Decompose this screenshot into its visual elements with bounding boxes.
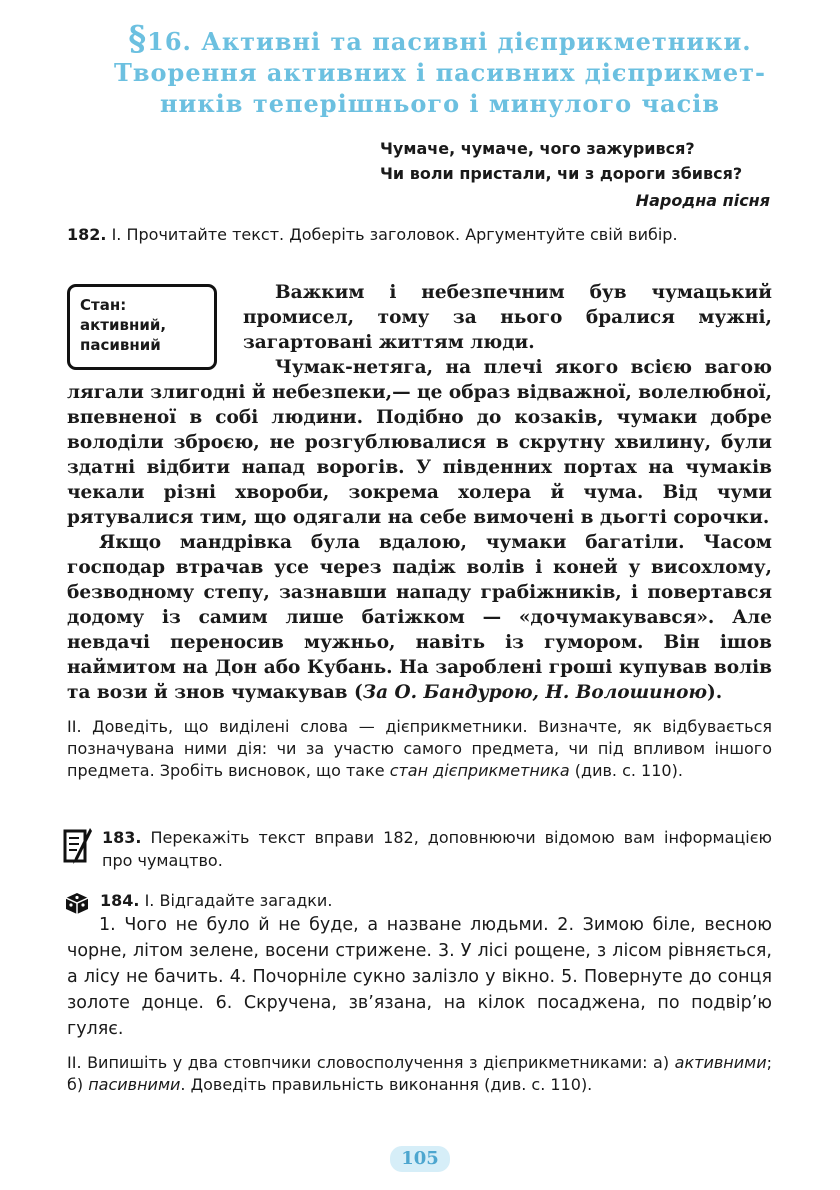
paragraph-3-part3: , безводному степу, зазнавши нападу грабіжників, і повертався додому із самим лише батіжком — «дочумакувався». Але невдачі переносив мужньо, навіть із гумором. Він ішов наймитом на Дон або Кубань. На — [67, 557, 772, 678]
exercise-182-number: 182. — [67, 225, 107, 244]
paragraph-3-part1: Якщо мандрівка була вдалою, чумаки багатіли. Часом господар втрачав усе через падіж волів і коней у — [67, 532, 772, 578]
section-sign: § — [128, 19, 148, 59]
exercise-182-text — [67, 280, 772, 705]
paragraph-2-part3: в дьогті сорочки. — [574, 507, 770, 528]
exercise-184-number: 184. — [100, 891, 140, 910]
paragraph-2-part1: Чумак-нетяга, на плечі якого всією вагою лягали злигодні й небезпеки,— це образ відважної, волелюбної, впевненої в собі людини. Подібно до козаків, чумаки добре володіли зброєю, не розгублювалися в скрутну хвилину, були здатні відбити напад ворогів. У південних портах на чумаків чекали різні хвороби, зокрема холера й чума. Від чуми рятувалися тим, що одягали на себе — [67, 357, 772, 528]
section-title — [80, 19, 800, 119]
exercise-183-number: 183. — [102, 828, 142, 847]
highlight-word-vysokhlomu: висохлому — [651, 557, 766, 578]
highlight-word-zarobleni: зароблені — [435, 657, 543, 678]
exercise-183-task — [102, 826, 772, 872]
paragraph-3-part5: гроші купував волів та вози й знов чумакував ( — [67, 657, 772, 703]
exercise-182-task — [67, 224, 772, 246]
riddles-paragraph: 1. Чого не було й не буде, а назване людьми. 2. Зимою біле, весною чорне, літом зелене, восени стрижене. 3. У лісі рощене, з лісом рівняється, а лісу не бачить. 4. Почорніле сукно залізло у вікно. 5. Повернуте до сонця золоте донце. 6. Скручена, зв’язана, на кілок посаджена, по подвір’ю гуляє. — [67, 915, 772, 1039]
section-title-line2: Творення активних і пасивних дієприкмет- — [114, 58, 766, 87]
exercise-184-task2 — [67, 1052, 772, 1096]
paragraph-2 — [67, 355, 772, 530]
term-passive: пасивними — [88, 1075, 181, 1094]
highlight-word-zahartovani: загартовані — [243, 332, 373, 353]
exercise-184-instruction: І. Відгадайте загадки. — [144, 891, 333, 910]
exercise-184-task — [100, 890, 772, 912]
exercise-183-instruction: Перекажіть текст вправи 182, доповнюючи відомою вам інформацією про чумацтво. — [102, 828, 773, 870]
section-title-line3: ників теперішнього і минулого часів — [159, 89, 721, 118]
paragraph-3-part7: ). — [707, 682, 723, 703]
term-stan: стан дієприкметника — [389, 761, 570, 780]
epigraph-line2: Чи воли пристали, чи з дороги збився? — [380, 164, 743, 183]
epigraph — [380, 136, 780, 213]
task2-184-part3: ; б) — [67, 1053, 772, 1094]
paragraph-1-part3: життям люди. — [372, 332, 535, 353]
pen-writing-icon — [63, 826, 93, 866]
note-line1: Стан: — [80, 296, 127, 314]
riddles-text — [67, 912, 772, 1042]
task2-184-part5: . Доведіть правильність виконання (див. с. 110). — [180, 1075, 593, 1094]
margin-note-box — [67, 284, 217, 370]
term-active: активними — [674, 1053, 767, 1072]
task2-part1: ІІ. Доведіть, що виділені слова — дієприкметники. Визначте, як відбувається позначувана ними дія: чи за участю самого предмета, чи під впливом іншого предмета. Зробіть висновок, що таке — [67, 717, 772, 780]
note-line3: пасивний — [80, 336, 161, 354]
source-citation: За О. Бандурою, Н. Волошиною — [362, 682, 707, 703]
exercise-182-instruction: І. Прочитайте текст. Доберіть заголовок. Аргументуйте свій вибір. — [111, 225, 678, 244]
epigraph-source: Народна пісня — [635, 191, 770, 210]
exercise-182-task2 — [67, 716, 772, 782]
paragraph-1-part1: Важким і небезпечним був чумацький промисел, тому за нього бралися мужні, — [243, 282, 772, 328]
task2-part3: (див. с. 110). — [569, 761, 683, 780]
task2-184-part1: ІІ. Випишіть у два стовпчики словосполучення з дієприкметниками: а) — [67, 1053, 675, 1072]
section-title-line1: 16. Активні та пасивні дієприкметники. — [147, 27, 752, 56]
epigraph-line1: Чумаче, чумаче, чого зажурився? — [380, 139, 695, 158]
page-number: 105 — [390, 1146, 450, 1172]
note-line2: активний, — [80, 316, 167, 334]
paragraph-3 — [67, 530, 772, 705]
highlight-word-vymocheni: вимочені — [473, 507, 575, 528]
